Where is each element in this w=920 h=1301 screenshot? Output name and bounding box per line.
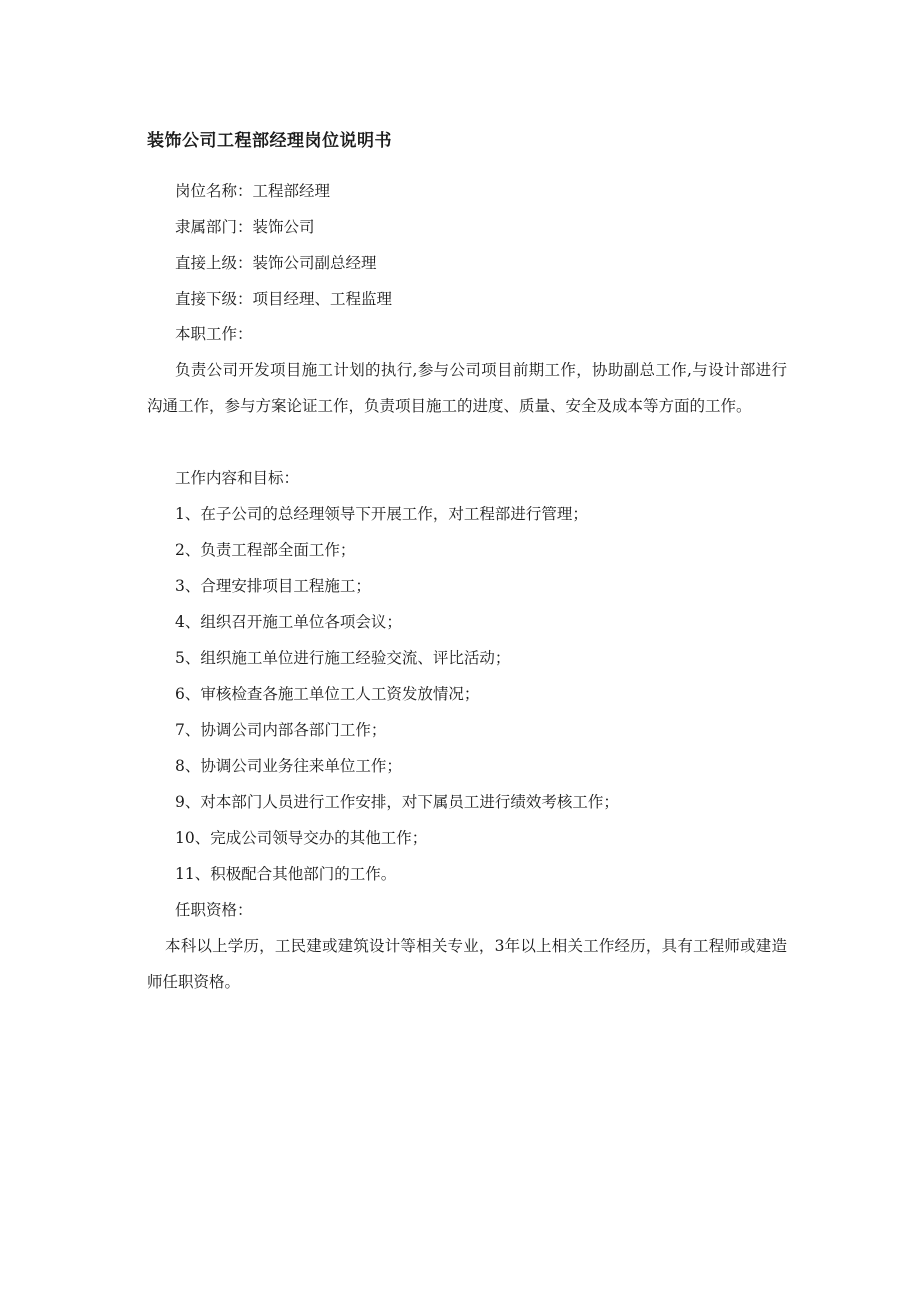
list-item: 5、组织施工单位进行施工经验交流、评比活动； — [175, 649, 511, 667]
list-item: 6、审核检查各施工单位工人工资发放情况； — [175, 685, 480, 703]
qualification-paragraph: 本科以上学历，工民建或建筑设计等相关专业，3年以上相关工作经历，具有工程师或建造师任职资格。 — [147, 937, 787, 991]
list-item: 8、协调公司业务往来单位工作； — [175, 757, 402, 775]
list-item: 4、组织召开施工单位各项会议； — [175, 613, 402, 631]
duty-heading: 本职工作： — [175, 325, 253, 343]
field-direct-superior: 直接上级：装饰公司副总经理 — [175, 254, 377, 272]
list-item: 10、完成公司领导交办的其他工作； — [175, 829, 428, 847]
field-direct-subordinates: 直接下级：项目经理、工程监理 — [175, 290, 393, 308]
field-department: 隶属部门：装饰公司 — [175, 218, 315, 236]
list-item: 7、协调公司内部各部门工作； — [175, 721, 387, 739]
document-title: 装饰公司工程部经理岗位说明书 — [147, 131, 392, 151]
list-item: 3、合理安排项目工程施工； — [175, 577, 371, 595]
list-item: 9、对本部门人员进行工作安排，对下属员工进行绩效考核工作； — [175, 793, 619, 811]
list-item: 1、在子公司的总经理领导下开展工作，对工程部进行管理； — [175, 505, 588, 523]
duty-paragraph: 负责公司开发项目施工计划的执行,参与公司项目前期工作，协助副总工作,与设计部进行沟通工作，参与方案论证工作，负责项目施工的进度、质量、安全及成本等方面的工作。 — [147, 361, 787, 415]
qualification-heading: 任职资格： — [175, 901, 253, 919]
list-item: 11、积极配合其他部门的工作。 — [175, 865, 397, 883]
field-position-name: 岗位名称：工程部经理 — [175, 182, 331, 200]
content-heading: 工作内容和目标： — [175, 469, 300, 487]
list-item: 2、负责工程部全面工作； — [175, 541, 356, 559]
